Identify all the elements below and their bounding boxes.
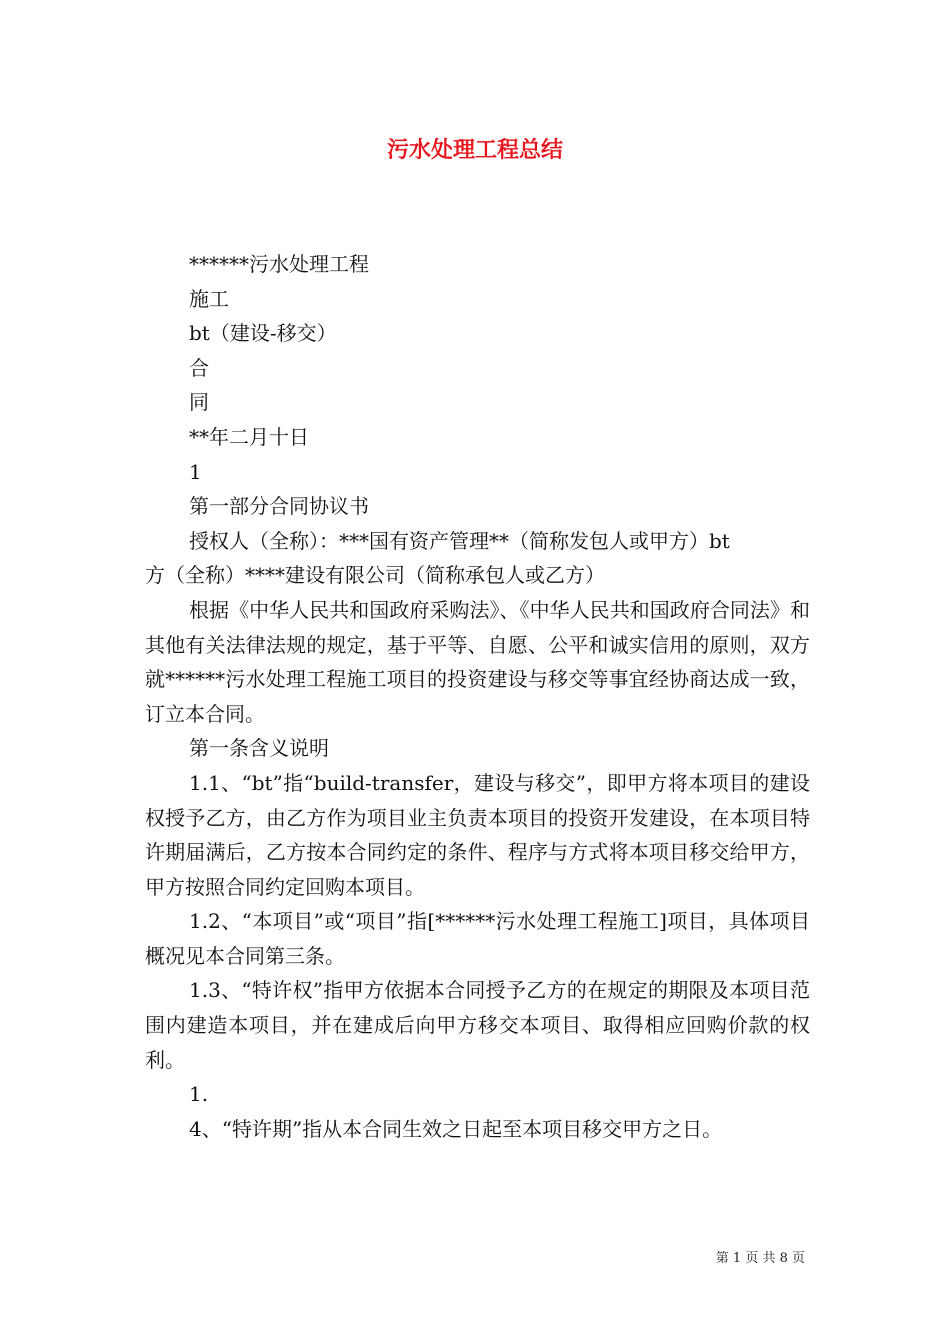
contract-char-he: 合	[189, 355, 209, 380]
construction-line: 施工	[189, 286, 229, 311]
grantor-line: 授权人（全称）：***国有资产管理**（简称发包人或甲方）bt	[189, 528, 730, 553]
contract-char-tong: 同	[189, 390, 209, 415]
article-one-heading: 第一条含义说明	[189, 736, 329, 761]
date-line: **年二月十日	[189, 424, 309, 449]
page-number-line: 1	[189, 459, 202, 484]
clause-1-prefix: 1.	[189, 1082, 209, 1107]
section-heading: 第一部分合同协议书	[189, 494, 369, 519]
clause-1-3: 1.3、“特许权”指甲方依据本合同授予乙方的在规定的期限及本项目范围内建造本项目，并在建成后向甲方移交本项目、取得相应回购价款的权利。	[145, 978, 810, 1072]
page-footer: 第 1 页 共 8 页	[715, 1251, 805, 1266]
bt-line: bt（建设-移交）	[189, 321, 337, 346]
document-title: 污水处理工程总结	[386, 137, 563, 163]
project-name-line: ******污水处理工程	[189, 252, 369, 276]
legal-basis-paragraph: 根据《中华人民共和国政府采购法》、《中华人民共和国政府合同法》和其他有关法律法规的规定，基于平等、自愿、公平和诚实信用的原则，双方就******污水处理工程施工项目的投资建设与移交等事宜经协商达成一致，订立本合同。	[145, 597, 810, 726]
clause-1-4: 4、“特许期”指从本合同生效之日起至本项目移交甲方之日。	[189, 1116, 723, 1141]
clause-1-1: 1.1、“bt”指“build-transfer，建设与移交”，即甲方将本项目的建设权授予乙方，由乙方作为项目业主负责本项目的投资开发建设，在本项目特许期届满后，乙方按本合同约定的条件、程序与方式将本项目移交给甲方，甲方按照合同约定回购本项目。	[145, 770, 810, 899]
clause-1-2: 1.2、“本项目”或“项目”指[******污水处理工程施工]项目，具体项目概况见本合同第三条。	[145, 909, 810, 968]
document-body	[145, 247, 810, 1146]
grantee-line: 方（全称）****建设有限公司（简称承包人或乙方）	[145, 563, 605, 588]
